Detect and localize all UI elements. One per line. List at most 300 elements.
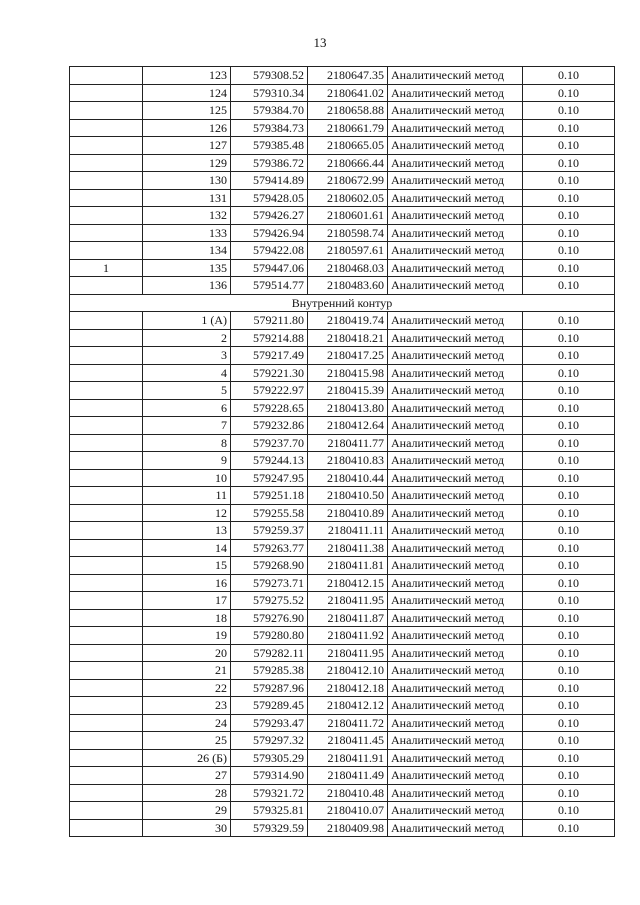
contour-cell bbox=[70, 434, 143, 452]
contour-cell bbox=[70, 364, 143, 382]
point-number-cell: 28 bbox=[143, 784, 231, 802]
contour-cell bbox=[70, 67, 143, 85]
point-number-cell: 14 bbox=[143, 539, 231, 557]
table-row bbox=[70, 469, 615, 487]
x-coordinate-cell: 579244.13 bbox=[231, 452, 308, 470]
point-number-cell: 25 bbox=[143, 732, 231, 750]
page-number: 13 bbox=[313, 35, 327, 50]
point-number-cell: 124 bbox=[143, 84, 231, 102]
point-number-cell: 29 bbox=[143, 802, 231, 820]
point-number-cell: 132 bbox=[143, 207, 231, 225]
point-number-cell: 20 bbox=[143, 644, 231, 662]
y-coordinate-cell: 2180411.95 bbox=[308, 644, 388, 662]
table-row bbox=[70, 102, 615, 120]
x-coordinate-cell: 579426.94 bbox=[231, 224, 308, 242]
table-row bbox=[70, 609, 615, 627]
accuracy-cell: 0.10 bbox=[523, 487, 615, 505]
method-cell: Аналитический метод bbox=[388, 784, 523, 802]
y-coordinate-cell: 2180411.72 bbox=[308, 714, 388, 732]
method-cell: Аналитический метод bbox=[388, 172, 523, 190]
table-row bbox=[70, 347, 615, 365]
table-row bbox=[70, 749, 615, 767]
contour-cell bbox=[70, 84, 143, 102]
contour-cell bbox=[70, 557, 143, 575]
accuracy-cell: 0.10 bbox=[523, 802, 615, 820]
method-cell: Аналитический метод bbox=[388, 714, 523, 732]
method-cell: Аналитический метод bbox=[388, 644, 523, 662]
y-coordinate-cell: 2180602.05 bbox=[308, 189, 388, 207]
contour-cell bbox=[70, 242, 143, 260]
accuracy-cell: 0.10 bbox=[523, 452, 615, 470]
table-row bbox=[70, 84, 615, 102]
y-coordinate-cell: 2180410.44 bbox=[308, 469, 388, 487]
y-coordinate-cell: 2180411.49 bbox=[308, 767, 388, 785]
point-number-cell: 16 bbox=[143, 574, 231, 592]
x-coordinate-cell: 579310.34 bbox=[231, 84, 308, 102]
y-coordinate-cell: 2180647.35 bbox=[308, 67, 388, 85]
x-coordinate-cell: 579414.89 bbox=[231, 172, 308, 190]
point-number-cell: 1 (А) bbox=[143, 312, 231, 330]
accuracy-cell: 0.10 bbox=[523, 119, 615, 137]
y-coordinate-cell: 2180411.81 bbox=[308, 557, 388, 575]
section-label: Внутренний контур bbox=[70, 294, 615, 312]
x-coordinate-cell: 579268.90 bbox=[231, 557, 308, 575]
contour-cell bbox=[70, 154, 143, 172]
method-cell: Аналитический метод bbox=[388, 364, 523, 382]
coordinates-table bbox=[69, 66, 615, 837]
table-row bbox=[70, 382, 615, 400]
contour-cell: 1 bbox=[70, 259, 143, 277]
y-coordinate-cell: 2180672.99 bbox=[308, 172, 388, 190]
point-number-cell: 13 bbox=[143, 522, 231, 540]
accuracy-cell: 0.10 bbox=[523, 67, 615, 85]
method-cell: Аналитический метод bbox=[388, 67, 523, 85]
table-row bbox=[70, 154, 615, 172]
contour-cell bbox=[70, 119, 143, 137]
method-cell: Аналитический метод bbox=[388, 382, 523, 400]
table-row bbox=[70, 364, 615, 382]
contour-cell bbox=[70, 102, 143, 120]
accuracy-cell: 0.10 bbox=[523, 329, 615, 347]
point-number-cell: 8 bbox=[143, 434, 231, 452]
x-coordinate-cell: 579228.65 bbox=[231, 399, 308, 417]
accuracy-cell: 0.10 bbox=[523, 714, 615, 732]
x-coordinate-cell: 579428.05 bbox=[231, 189, 308, 207]
point-number-cell: 21 bbox=[143, 662, 231, 680]
point-number-cell: 3 bbox=[143, 347, 231, 365]
table-row bbox=[70, 329, 615, 347]
method-cell: Аналитический метод bbox=[388, 819, 523, 837]
x-coordinate-cell: 579255.58 bbox=[231, 504, 308, 522]
table-row bbox=[70, 67, 615, 85]
x-coordinate-cell: 579384.73 bbox=[231, 119, 308, 137]
contour-cell bbox=[70, 732, 143, 750]
method-cell: Аналитический метод bbox=[388, 749, 523, 767]
inner-contour-rows bbox=[70, 312, 615, 837]
accuracy-cell: 0.10 bbox=[523, 627, 615, 645]
table-row bbox=[70, 277, 615, 295]
method-cell: Аналитический метод bbox=[388, 259, 523, 277]
accuracy-cell: 0.10 bbox=[523, 312, 615, 330]
accuracy-cell: 0.10 bbox=[523, 609, 615, 627]
point-number-cell: 127 bbox=[143, 137, 231, 155]
method-cell: Аналитический метод bbox=[388, 224, 523, 242]
y-coordinate-cell: 2180418.21 bbox=[308, 329, 388, 347]
x-coordinate-cell: 579447.06 bbox=[231, 259, 308, 277]
method-cell: Аналитический метод bbox=[388, 137, 523, 155]
method-cell: Аналитический метод bbox=[388, 277, 523, 295]
point-number-cell: 9 bbox=[143, 452, 231, 470]
point-number-cell: 27 bbox=[143, 767, 231, 785]
contour-cell bbox=[70, 329, 143, 347]
accuracy-cell: 0.10 bbox=[523, 137, 615, 155]
method-cell: Аналитический метод bbox=[388, 329, 523, 347]
contour-cell bbox=[70, 399, 143, 417]
x-coordinate-cell: 579422.08 bbox=[231, 242, 308, 260]
method-cell: Аналитический метод bbox=[388, 522, 523, 540]
point-number-cell: 30 bbox=[143, 819, 231, 837]
contour-cell bbox=[70, 574, 143, 592]
point-number-cell: 136 bbox=[143, 277, 231, 295]
accuracy-cell: 0.10 bbox=[523, 347, 615, 365]
method-cell: Аналитический метод bbox=[388, 767, 523, 785]
contour-cell bbox=[70, 644, 143, 662]
contour-cell bbox=[70, 137, 143, 155]
method-cell: Аналитический метод bbox=[388, 417, 523, 435]
x-coordinate-cell: 579259.37 bbox=[231, 522, 308, 540]
table-row bbox=[70, 574, 615, 592]
point-number-cell: 5 bbox=[143, 382, 231, 400]
x-coordinate-cell: 579289.45 bbox=[231, 697, 308, 715]
x-coordinate-cell: 579273.71 bbox=[231, 574, 308, 592]
point-number-cell: 135 bbox=[143, 259, 231, 277]
contour-cell bbox=[70, 627, 143, 645]
table-row bbox=[70, 119, 615, 137]
accuracy-cell: 0.10 bbox=[523, 784, 615, 802]
x-coordinate-cell: 579217.49 bbox=[231, 347, 308, 365]
y-coordinate-cell: 2180415.98 bbox=[308, 364, 388, 382]
accuracy-cell: 0.10 bbox=[523, 539, 615, 557]
method-cell: Аналитический метод bbox=[388, 662, 523, 680]
table-row bbox=[70, 697, 615, 715]
point-number-cell: 17 bbox=[143, 592, 231, 610]
table-row bbox=[70, 767, 615, 785]
accuracy-cell: 0.10 bbox=[523, 662, 615, 680]
x-coordinate-cell: 579386.72 bbox=[231, 154, 308, 172]
y-coordinate-cell: 2180419.74 bbox=[308, 312, 388, 330]
accuracy-cell: 0.10 bbox=[523, 224, 615, 242]
table-row bbox=[70, 679, 615, 697]
x-coordinate-cell: 579263.77 bbox=[231, 539, 308, 557]
x-coordinate-cell: 579305.29 bbox=[231, 749, 308, 767]
x-coordinate-cell: 579426.27 bbox=[231, 207, 308, 225]
accuracy-cell: 0.10 bbox=[523, 259, 615, 277]
y-coordinate-cell: 2180411.38 bbox=[308, 539, 388, 557]
y-coordinate-cell: 2180410.07 bbox=[308, 802, 388, 820]
y-coordinate-cell: 2180413.80 bbox=[308, 399, 388, 417]
contour-cell bbox=[70, 207, 143, 225]
y-coordinate-cell: 2180411.95 bbox=[308, 592, 388, 610]
accuracy-cell: 0.10 bbox=[523, 277, 615, 295]
section-divider bbox=[70, 294, 615, 312]
accuracy-cell: 0.10 bbox=[523, 574, 615, 592]
table-row bbox=[70, 627, 615, 645]
y-coordinate-cell: 2180410.50 bbox=[308, 487, 388, 505]
x-coordinate-cell: 579297.32 bbox=[231, 732, 308, 750]
x-coordinate-cell: 579384.70 bbox=[231, 102, 308, 120]
table-row bbox=[70, 417, 615, 435]
method-cell: Аналитический метод bbox=[388, 434, 523, 452]
y-coordinate-cell: 2180411.92 bbox=[308, 627, 388, 645]
table-row bbox=[70, 242, 615, 260]
accuracy-cell: 0.10 bbox=[523, 522, 615, 540]
section-row bbox=[70, 294, 615, 312]
point-number-cell: 6 bbox=[143, 399, 231, 417]
method-cell: Аналитический метод bbox=[388, 469, 523, 487]
x-coordinate-cell: 579285.38 bbox=[231, 662, 308, 680]
contour-cell bbox=[70, 312, 143, 330]
contour-cell bbox=[70, 697, 143, 715]
contour-cell bbox=[70, 662, 143, 680]
point-number-cell: 23 bbox=[143, 697, 231, 715]
accuracy-cell: 0.10 bbox=[523, 469, 615, 487]
contour-cell bbox=[70, 452, 143, 470]
point-number-cell: 12 bbox=[143, 504, 231, 522]
y-coordinate-cell: 2180411.11 bbox=[308, 522, 388, 540]
method-cell: Аналитический метод bbox=[388, 119, 523, 137]
y-coordinate-cell: 2180411.91 bbox=[308, 749, 388, 767]
table-row bbox=[70, 819, 615, 837]
table-row bbox=[70, 172, 615, 190]
method-cell: Аналитический метод bbox=[388, 609, 523, 627]
accuracy-cell: 0.10 bbox=[523, 592, 615, 610]
contour-cell bbox=[70, 592, 143, 610]
method-cell: Аналитический метод bbox=[388, 697, 523, 715]
x-coordinate-cell: 579514.77 bbox=[231, 277, 308, 295]
method-cell: Аналитический метод bbox=[388, 399, 523, 417]
table-row bbox=[70, 714, 615, 732]
contour-cell bbox=[70, 784, 143, 802]
point-number-cell: 24 bbox=[143, 714, 231, 732]
method-cell: Аналитический метод bbox=[388, 487, 523, 505]
x-coordinate-cell: 579222.97 bbox=[231, 382, 308, 400]
accuracy-cell: 0.10 bbox=[523, 207, 615, 225]
table-row bbox=[70, 784, 615, 802]
table-row bbox=[70, 312, 615, 330]
table-row bbox=[70, 452, 615, 470]
table-row bbox=[70, 137, 615, 155]
accuracy-cell: 0.10 bbox=[523, 679, 615, 697]
y-coordinate-cell: 2180641.02 bbox=[308, 84, 388, 102]
accuracy-cell: 0.10 bbox=[523, 644, 615, 662]
x-coordinate-cell: 579287.96 bbox=[231, 679, 308, 697]
point-number-cell: 4 bbox=[143, 364, 231, 382]
table-row bbox=[70, 224, 615, 242]
table-row bbox=[70, 662, 615, 680]
accuracy-cell: 0.10 bbox=[523, 102, 615, 120]
accuracy-cell: 0.10 bbox=[523, 382, 615, 400]
contour-cell bbox=[70, 819, 143, 837]
method-cell: Аналитический метод bbox=[388, 802, 523, 820]
method-cell: Аналитический метод bbox=[388, 732, 523, 750]
contour-cell bbox=[70, 504, 143, 522]
method-cell: Аналитический метод bbox=[388, 557, 523, 575]
point-number-cell: 130 bbox=[143, 172, 231, 190]
contour-cell bbox=[70, 679, 143, 697]
point-number-cell: 123 bbox=[143, 67, 231, 85]
y-coordinate-cell: 2180658.88 bbox=[308, 102, 388, 120]
method-cell: Аналитический метод bbox=[388, 347, 523, 365]
y-coordinate-cell: 2180598.74 bbox=[308, 224, 388, 242]
contour-cell bbox=[70, 417, 143, 435]
contour-cell bbox=[70, 487, 143, 505]
x-coordinate-cell: 579275.52 bbox=[231, 592, 308, 610]
contour-cell bbox=[70, 382, 143, 400]
table-row bbox=[70, 487, 615, 505]
x-coordinate-cell: 579211.80 bbox=[231, 312, 308, 330]
point-number-cell: 26 (Б) bbox=[143, 749, 231, 767]
outer-contour-rows bbox=[70, 67, 615, 295]
table-row bbox=[70, 434, 615, 452]
x-coordinate-cell: 579232.86 bbox=[231, 417, 308, 435]
accuracy-cell: 0.10 bbox=[523, 172, 615, 190]
table-row bbox=[70, 644, 615, 662]
accuracy-cell: 0.10 bbox=[523, 242, 615, 260]
accuracy-cell: 0.10 bbox=[523, 697, 615, 715]
contour-cell bbox=[70, 539, 143, 557]
y-coordinate-cell: 2180665.05 bbox=[308, 137, 388, 155]
y-coordinate-cell: 2180411.45 bbox=[308, 732, 388, 750]
contour-cell bbox=[70, 802, 143, 820]
table-row bbox=[70, 522, 615, 540]
y-coordinate-cell: 2180409.98 bbox=[308, 819, 388, 837]
method-cell: Аналитический метод bbox=[388, 504, 523, 522]
accuracy-cell: 0.10 bbox=[523, 417, 615, 435]
x-coordinate-cell: 579237.70 bbox=[231, 434, 308, 452]
accuracy-cell: 0.10 bbox=[523, 504, 615, 522]
table-row bbox=[70, 504, 615, 522]
point-number-cell: 18 bbox=[143, 609, 231, 627]
method-cell: Аналитический метод bbox=[388, 102, 523, 120]
x-coordinate-cell: 579325.81 bbox=[231, 802, 308, 820]
table-row bbox=[70, 592, 615, 610]
x-coordinate-cell: 579282.11 bbox=[231, 644, 308, 662]
x-coordinate-cell: 579247.95 bbox=[231, 469, 308, 487]
table-row bbox=[70, 399, 615, 417]
point-number-cell: 7 bbox=[143, 417, 231, 435]
table-row bbox=[70, 189, 615, 207]
y-coordinate-cell: 2180417.25 bbox=[308, 347, 388, 365]
method-cell: Аналитический метод bbox=[388, 242, 523, 260]
point-number-cell: 133 bbox=[143, 224, 231, 242]
contour-cell bbox=[70, 749, 143, 767]
contour-cell bbox=[70, 189, 143, 207]
contour-cell bbox=[70, 522, 143, 540]
table-row bbox=[70, 802, 615, 820]
y-coordinate-cell: 2180410.89 bbox=[308, 504, 388, 522]
y-coordinate-cell: 2180483.60 bbox=[308, 277, 388, 295]
accuracy-cell: 0.10 bbox=[523, 154, 615, 172]
table-row bbox=[70, 207, 615, 225]
x-coordinate-cell: 579385.48 bbox=[231, 137, 308, 155]
table-row bbox=[70, 259, 615, 277]
method-cell: Аналитический метод bbox=[388, 574, 523, 592]
method-cell: Аналитический метод bbox=[388, 84, 523, 102]
table-row bbox=[70, 539, 615, 557]
contour-cell bbox=[70, 767, 143, 785]
point-number-cell: 126 bbox=[143, 119, 231, 137]
method-cell: Аналитический метод bbox=[388, 154, 523, 172]
y-coordinate-cell: 2180412.18 bbox=[308, 679, 388, 697]
method-cell: Аналитический метод bbox=[388, 312, 523, 330]
accuracy-cell: 0.10 bbox=[523, 557, 615, 575]
table-row bbox=[70, 732, 615, 750]
y-coordinate-cell: 2180412.15 bbox=[308, 574, 388, 592]
accuracy-cell: 0.10 bbox=[523, 84, 615, 102]
point-number-cell: 129 bbox=[143, 154, 231, 172]
x-coordinate-cell: 579308.52 bbox=[231, 67, 308, 85]
contour-cell bbox=[70, 277, 143, 295]
accuracy-cell: 0.10 bbox=[523, 749, 615, 767]
x-coordinate-cell: 579321.72 bbox=[231, 784, 308, 802]
contour-cell bbox=[70, 609, 143, 627]
method-cell: Аналитический метод bbox=[388, 539, 523, 557]
y-coordinate-cell: 2180412.10 bbox=[308, 662, 388, 680]
point-number-cell: 15 bbox=[143, 557, 231, 575]
point-number-cell: 10 bbox=[143, 469, 231, 487]
x-coordinate-cell: 579280.80 bbox=[231, 627, 308, 645]
point-number-cell: 134 bbox=[143, 242, 231, 260]
x-coordinate-cell: 579214.88 bbox=[231, 329, 308, 347]
y-coordinate-cell: 2180412.12 bbox=[308, 697, 388, 715]
x-coordinate-cell: 579221.30 bbox=[231, 364, 308, 382]
method-cell: Аналитический метод bbox=[388, 592, 523, 610]
accuracy-cell: 0.10 bbox=[523, 767, 615, 785]
x-coordinate-cell: 579276.90 bbox=[231, 609, 308, 627]
table-row bbox=[70, 557, 615, 575]
point-number-cell: 19 bbox=[143, 627, 231, 645]
y-coordinate-cell: 2180601.61 bbox=[308, 207, 388, 225]
y-coordinate-cell: 2180411.77 bbox=[308, 434, 388, 452]
contour-cell bbox=[70, 347, 143, 365]
y-coordinate-cell: 2180468.03 bbox=[308, 259, 388, 277]
contour-cell bbox=[70, 224, 143, 242]
accuracy-cell: 0.10 bbox=[523, 819, 615, 837]
method-cell: Аналитический метод bbox=[388, 627, 523, 645]
y-coordinate-cell: 2180666.44 bbox=[308, 154, 388, 172]
y-coordinate-cell: 2180412.64 bbox=[308, 417, 388, 435]
y-coordinate-cell: 2180661.79 bbox=[308, 119, 388, 137]
x-coordinate-cell: 579293.47 bbox=[231, 714, 308, 732]
y-coordinate-cell: 2180410.48 bbox=[308, 784, 388, 802]
method-cell: Аналитический метод bbox=[388, 207, 523, 225]
x-coordinate-cell: 579251.18 bbox=[231, 487, 308, 505]
x-coordinate-cell: 579314.90 bbox=[231, 767, 308, 785]
point-number-cell: 22 bbox=[143, 679, 231, 697]
method-cell: Аналитический метод bbox=[388, 189, 523, 207]
accuracy-cell: 0.10 bbox=[523, 732, 615, 750]
y-coordinate-cell: 2180597.61 bbox=[308, 242, 388, 260]
accuracy-cell: 0.10 bbox=[523, 399, 615, 417]
method-cell: Аналитический метод bbox=[388, 679, 523, 697]
point-number-cell: 125 bbox=[143, 102, 231, 120]
y-coordinate-cell: 2180415.39 bbox=[308, 382, 388, 400]
point-number-cell: 2 bbox=[143, 329, 231, 347]
method-cell: Аналитический метод bbox=[388, 452, 523, 470]
point-number-cell: 11 bbox=[143, 487, 231, 505]
point-number-cell: 131 bbox=[143, 189, 231, 207]
y-coordinate-cell: 2180410.83 bbox=[308, 452, 388, 470]
